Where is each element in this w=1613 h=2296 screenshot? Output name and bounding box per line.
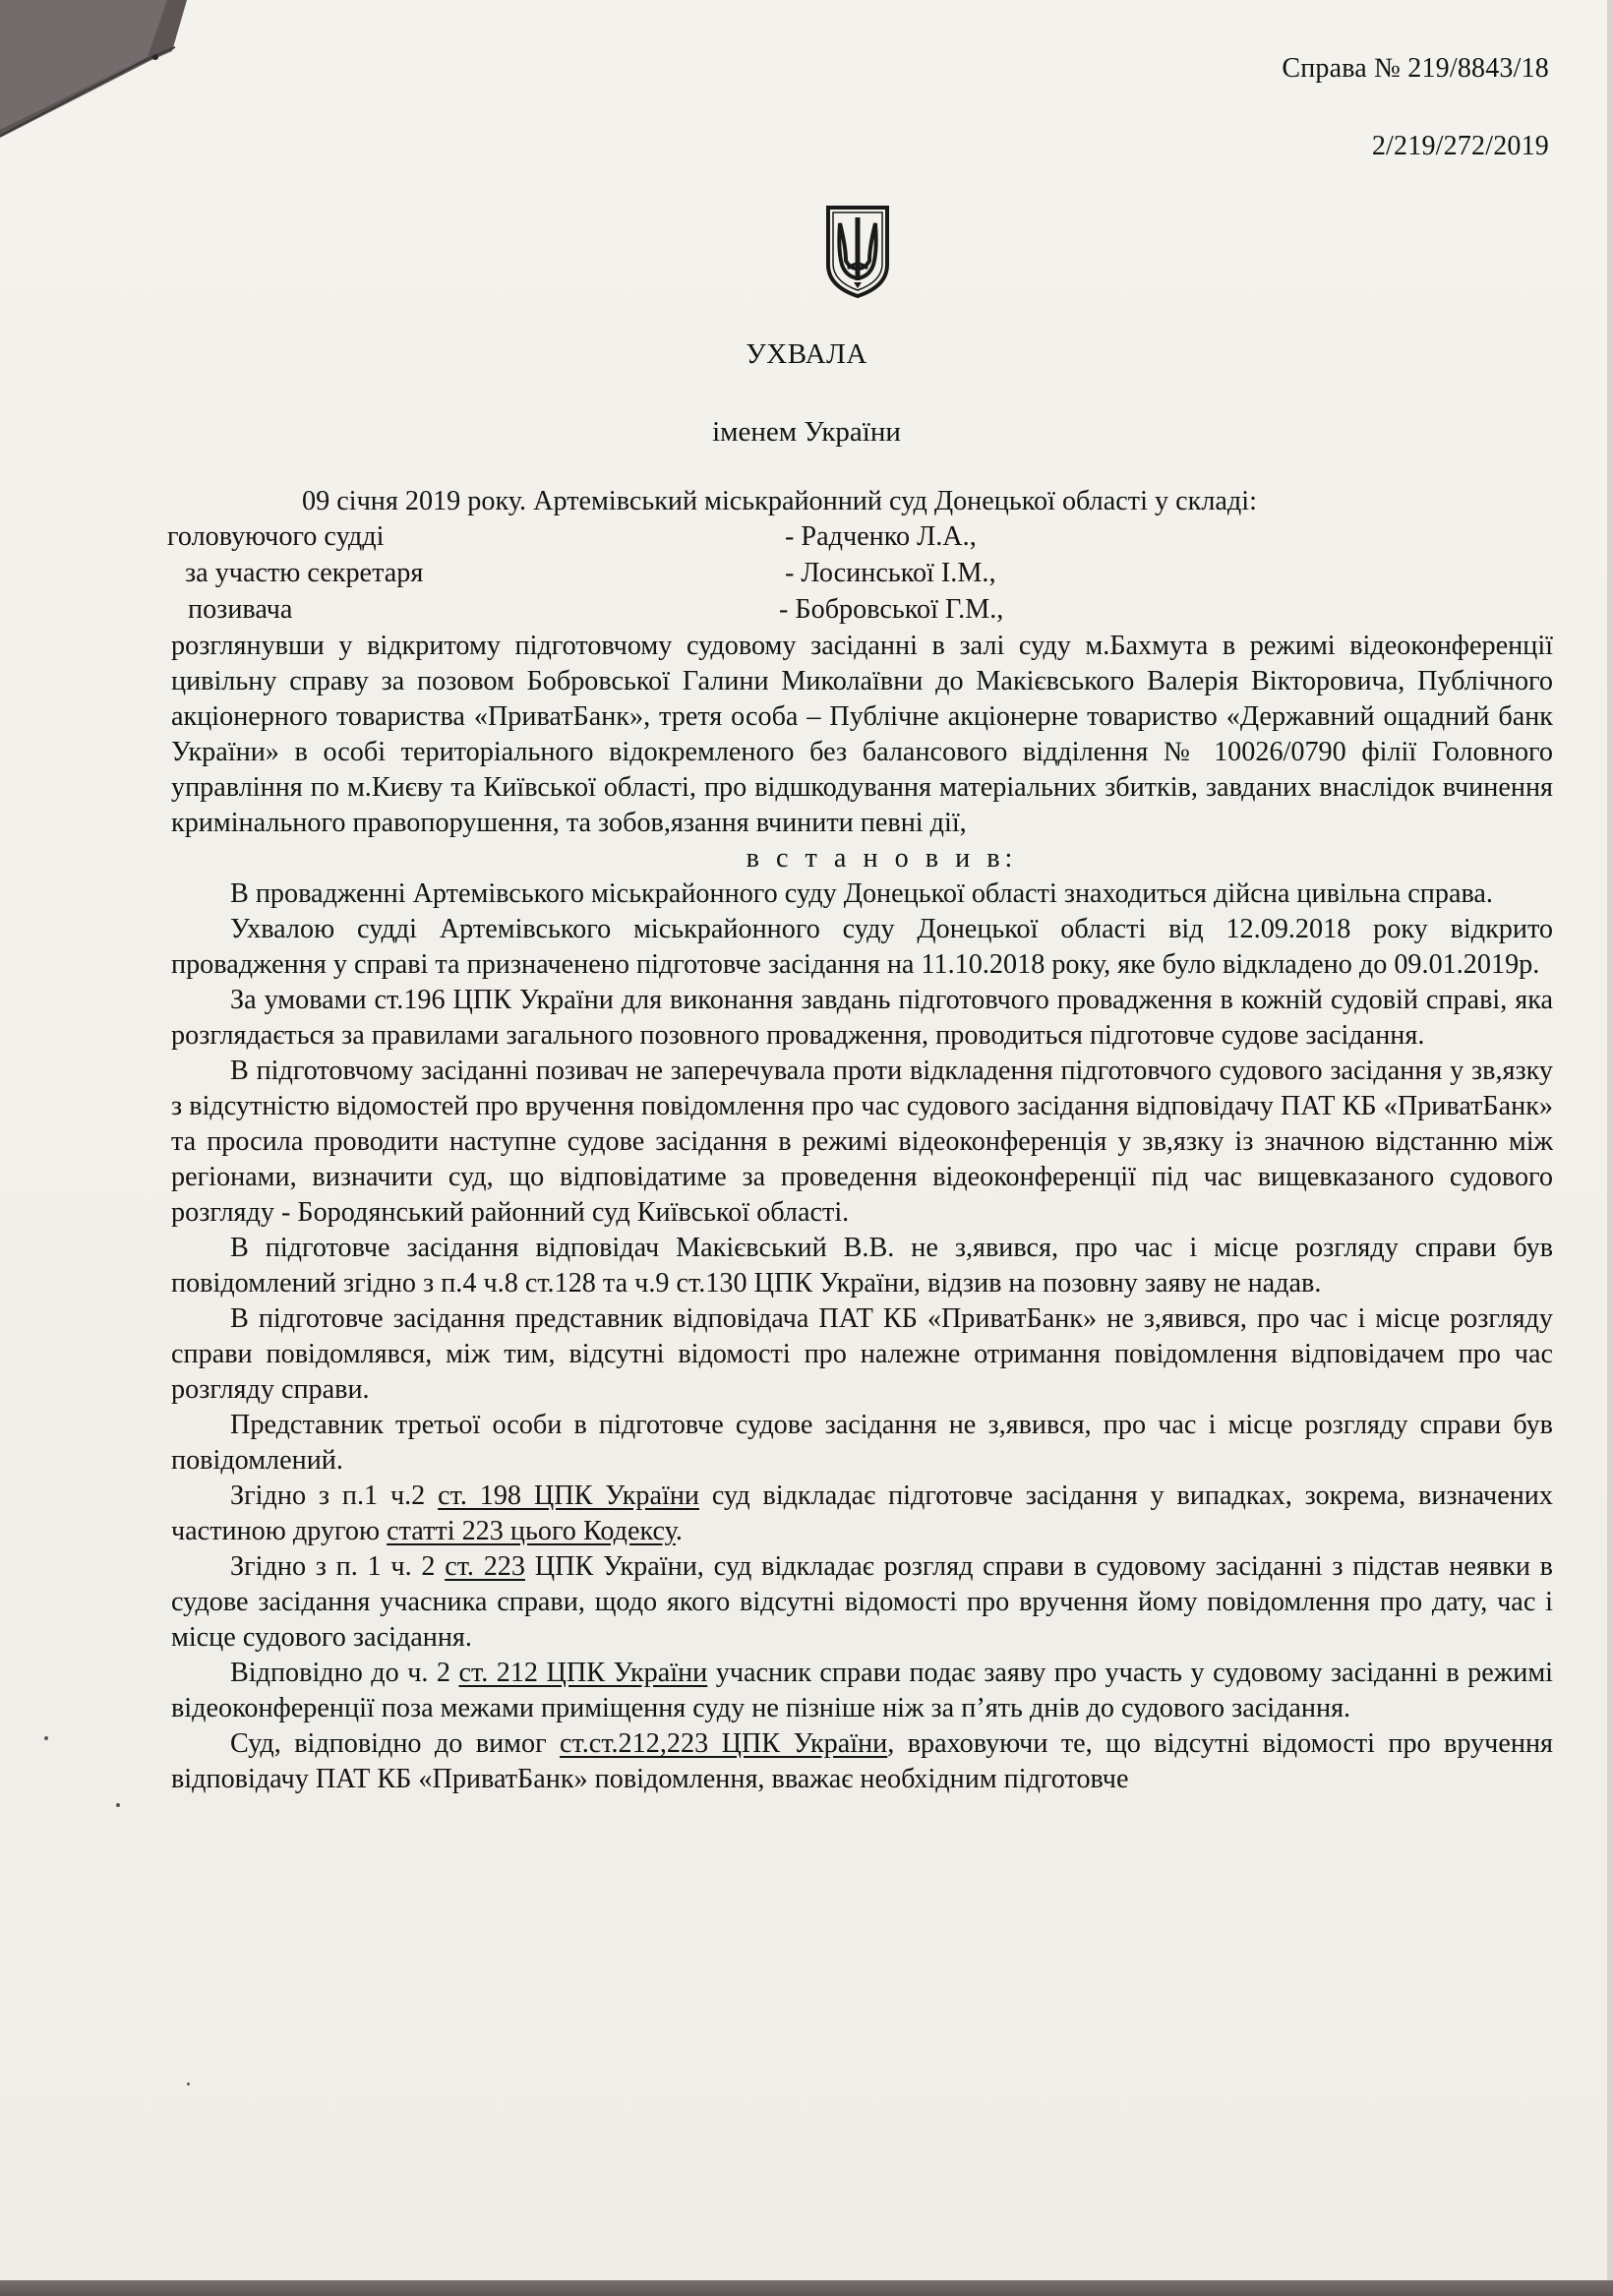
scan-speck (116, 1803, 120, 1807)
law-reference-link[interactable]: статті 223 цього Кодексу (387, 1516, 676, 1546)
composition-role: головуючого судді (167, 521, 385, 552)
court-composition-row (167, 519, 1553, 556)
paragraph-7: Представник третьої особи в підготовче судове засідання не з,явився, про час і місце розгляду справи був повідомлений. (171, 1410, 1553, 1476)
law-reference-link[interactable]: ст.ст.212,223 ЦПК України (560, 1728, 888, 1759)
court-composition-row (171, 592, 1553, 629)
paragraph-10 (171, 1656, 1553, 1726)
document-body (167, 484, 1553, 1797)
paragraph-9 (171, 1549, 1553, 1656)
composition-name: - Лосинської І.М., (785, 558, 996, 588)
law-reference-link[interactable]: ст. 223 (445, 1551, 525, 1582)
scan-bottom-edge (0, 2280, 1613, 2296)
paragraph-1: В провадженні Артемівського міськрайонного суду Донецької області знаходиться дійсна цивільна справа. (230, 878, 1493, 909)
law-reference-link[interactable]: ст. 212 ЦПК України (458, 1658, 708, 1688)
paragraph-text: Згідно з п. 1 ч. 2 (230, 1551, 446, 1582)
paragraph-text: Згідно з п.1 ч.2 (230, 1480, 439, 1511)
paragraph-text: , враховуючи те, що відсутні відомості про вручення відповідачу ПАТ КБ «ПриватБанк» повідомлення, вважає необхідним підготовче (171, 1728, 1553, 1794)
paragraph-text: Суд, відповідно до вимог (230, 1728, 561, 1759)
paragraph-8 (171, 1479, 1553, 1549)
folded-corner (0, 0, 187, 148)
scan-speck (187, 2083, 190, 2085)
composition-role: за участю секретаря (185, 558, 424, 588)
composition-name: - Радченко Л.А., (785, 521, 977, 552)
composition-name: - Бобровської Г.М., (779, 594, 1004, 625)
registry-number: 2/219/272/2019 (1371, 131, 1549, 161)
paragraph-text: суд відкладає підготовче засідання у випадках, зокрема, визначених частиною другою (171, 1480, 1553, 1546)
document-subtitle: іменем України (712, 416, 901, 448)
paragraph-6: В підготовче засідання представник відповідача ПАТ КБ «ПриватБанк» не з,явився, про час і місце розгляду справи повідомлявся, між тим, відсутні відомості про належне отримання повідомлення відповідачем про час розгляду справи. (171, 1303, 1553, 1405)
case-description: розглянувши у відкритому підготовчому судовому засіданні в залі суду м.Бахмута в режимі відеоконференції цивільну справу за позовом Бобровської Галини Миколаївни до Макієвського Валерія Вікторовича, Публічного акціонерного товариства «ПриватБанк», третя особа – Публічне акціонерне товариство «Державний ощадний банк України» в особі територіального відокремленого без балансового відділення № 10026/0790 філії Головного управління по м.Києву та Київської області, про відшкодування матеріальних збитків, завданих внаслідок вчинення кримінального правопорушення, та зобов,язання вчинити певні дії, (171, 631, 1553, 838)
paragraph-11 (171, 1726, 1553, 1797)
paragraph-3: За умовами ст.196 ЦПК України для виконання завдань підготовчого провадження в кожній судовій справі, яка розглядається за правилами загального позовного провадження, проводиться підготовче судове засідання. (171, 985, 1553, 1051)
paragraph-text: . (675, 1516, 683, 1546)
hearing-intro: 09 січня 2019 року. Артемівський міськрайонний суд Донецької області у складі: (302, 486, 1257, 516)
trident-coat-of-arms-icon (824, 204, 891, 298)
law-reference-link[interactable]: ст. 198 ЦПК України (438, 1480, 700, 1511)
paragraph-text: ЦПК України, суд відкладає розгляд справи в судовому засіданні з підстав неявки в судове засідання учасника справи, щодо якого відсутні відомості про вручення йому повідомлення про дату, час і місце судового засідання. (171, 1551, 1553, 1653)
paragraph-text: учасник справи подає заяву про участь у судовому засіданні в режимі відеоконференції поза межами приміщення суду не пізніше ніж за п’ять днів до судового засідання. (171, 1658, 1553, 1723)
court-composition-row (171, 556, 1553, 592)
paragraph-4: В підготовчому засіданні позивач не заперечувала проти відкладення підготовчого судового засідання у зв,язку з відсутністю відомостей про вручення повідомлення про час судового засідання відповідачу ПАТ КБ «ПриватБанк» та просила проводити наступне судове засідання в режимі відеоконференція у зв,язку із значною відстанню між регіонами, визначити суд, що відповідатиме за проведення відеоконференції під час вищевказаного судового розгляду - Бородянський районний суд Київської області. (171, 1056, 1553, 1228)
established-heading: в с т а н о в и в: (746, 843, 1018, 874)
case-number: Справа № 219/8843/18 (1282, 53, 1549, 84)
paragraph-5: В підготовче засідання відповідач Макієвський В.В. не з,явився, про час і місце розгляду справи був повідомлений згідно з п.4 ч.8 ст.128 та ч.9 ст.130 ЦПК України, відзив на позовну заяву не надав. (171, 1233, 1553, 1299)
paragraph-text: Відповідно до ч. 2 (230, 1658, 459, 1688)
scan-speck (44, 1736, 48, 1740)
paragraph-2: Ухвалою судді Артемівського міськрайонного суду Донецької області від 12.09.2018 року відкрито провадження у справі та призначенено підготовче засідання на 11.10.2018 року, яке було відкладено до 09.01.2019р. (171, 914, 1553, 980)
document-title: УХВАЛА (746, 338, 867, 370)
composition-role: позивача (188, 594, 293, 625)
